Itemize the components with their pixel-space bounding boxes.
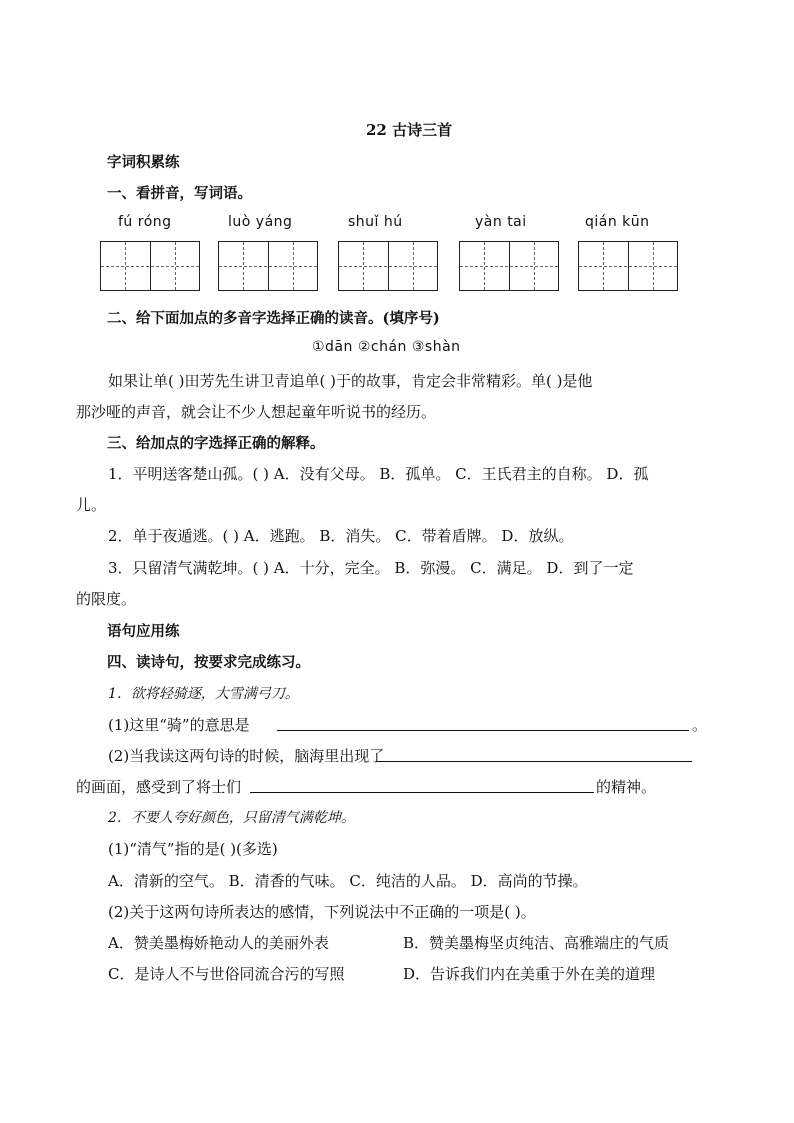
section-heading-application: 语句应用练 xyxy=(107,623,180,640)
subquestion-text: (2)关于这两句诗所表达的感情，下列说法中不正确的一项是( )。 xyxy=(108,903,536,921)
question-3-item: 2．单于夜遁逃。( ) A．逃跑。 B．消失。 C．带着盾牌。 D．放纵。 xyxy=(108,527,574,545)
subquestion-text: 的画面，感受到了将士们 xyxy=(76,778,242,796)
page-title: 22 古诗三首 xyxy=(366,121,453,139)
punctuation: 。 xyxy=(692,716,708,734)
answer-line[interactable] xyxy=(376,761,692,762)
question-2-heading: 二、给下面加点的多音字选择正确的读音。(填序号) xyxy=(107,310,440,327)
pinyin-label: qián kūn xyxy=(585,214,650,230)
question-4-heading: 四、读诗句，按要求完成练习。 xyxy=(107,654,310,671)
writing-grid[interactable] xyxy=(578,241,678,291)
pinyin-label: shuǐ hú xyxy=(348,214,403,230)
pinyin-label: fú róng xyxy=(118,214,172,230)
subquestion-text: 的精神。 xyxy=(596,778,657,796)
question-2-text-line: 如果让单( )田芳先生讲卫青追单( )于的故事，肯定会非常精彩。单( )是他 xyxy=(108,372,593,390)
section-heading-vocabulary: 字词积累练 xyxy=(107,154,180,171)
writing-grid[interactable] xyxy=(459,241,559,291)
pinyin-label: luò yáng xyxy=(228,214,293,230)
question-3-heading: 三、给加点的字选择正确的解释。 xyxy=(107,435,325,452)
question-2-text-line: 那沙哑的声音，就会让不少人想起童年听说书的经历。 xyxy=(76,403,437,421)
pinyin-label: yàn tai xyxy=(475,214,527,230)
writing-grid[interactable] xyxy=(100,241,200,291)
question-3-item: 1．平明送客楚山孤。( ) A．没有父母。 B．孤单。 C．王氏君主的自称。 D．孤 xyxy=(108,465,649,483)
answer-line[interactable] xyxy=(277,730,689,731)
writing-grid[interactable] xyxy=(218,241,318,291)
choice-option-a: A．赞美墨梅娇艳动人的美丽外表 xyxy=(108,934,329,952)
question-1-heading: 一、看拼音，写词语。 xyxy=(107,185,252,202)
answer-line[interactable] xyxy=(250,792,594,793)
subquestion-text: (2)当我读这两句诗的时候，脑海里出现了 xyxy=(108,747,385,765)
poem-line: 1．欲将轻骑逐，大雪满弓刀。 xyxy=(108,686,299,702)
choice-option-b: B．赞美墨梅坚贞纯洁、高雅端庄的气质 xyxy=(403,934,670,952)
writing-grid[interactable] xyxy=(338,241,438,291)
choice-option-d: D．告诉我们内在美重于外在美的道理 xyxy=(403,965,656,983)
question-3-item: 的限度。 xyxy=(76,590,137,608)
choice-option-c: C．是诗人不与世俗同流合污的写照 xyxy=(108,965,345,983)
choice-options: A．清新的空气。 B．清香的气味。 C．纯洁的人品。 D．高尚的节操。 xyxy=(108,872,588,890)
poem-line: 2．不要人夸好颜色，只留清气满乾坤。 xyxy=(108,810,355,826)
question-3-item: 3．只留清气满乾坤。( ) A．十分，完全。 B．弥漫。 C．满足。 D．到了一定 xyxy=(108,559,634,577)
reading-options: ①dān ②chán ③shàn xyxy=(312,339,461,355)
subquestion-text: (1)“清气”指的是( )(多选) xyxy=(108,840,278,858)
question-3-item: 儿。 xyxy=(76,496,107,514)
subquestion-text: (1)这里“骑”的意思是 xyxy=(108,716,250,734)
